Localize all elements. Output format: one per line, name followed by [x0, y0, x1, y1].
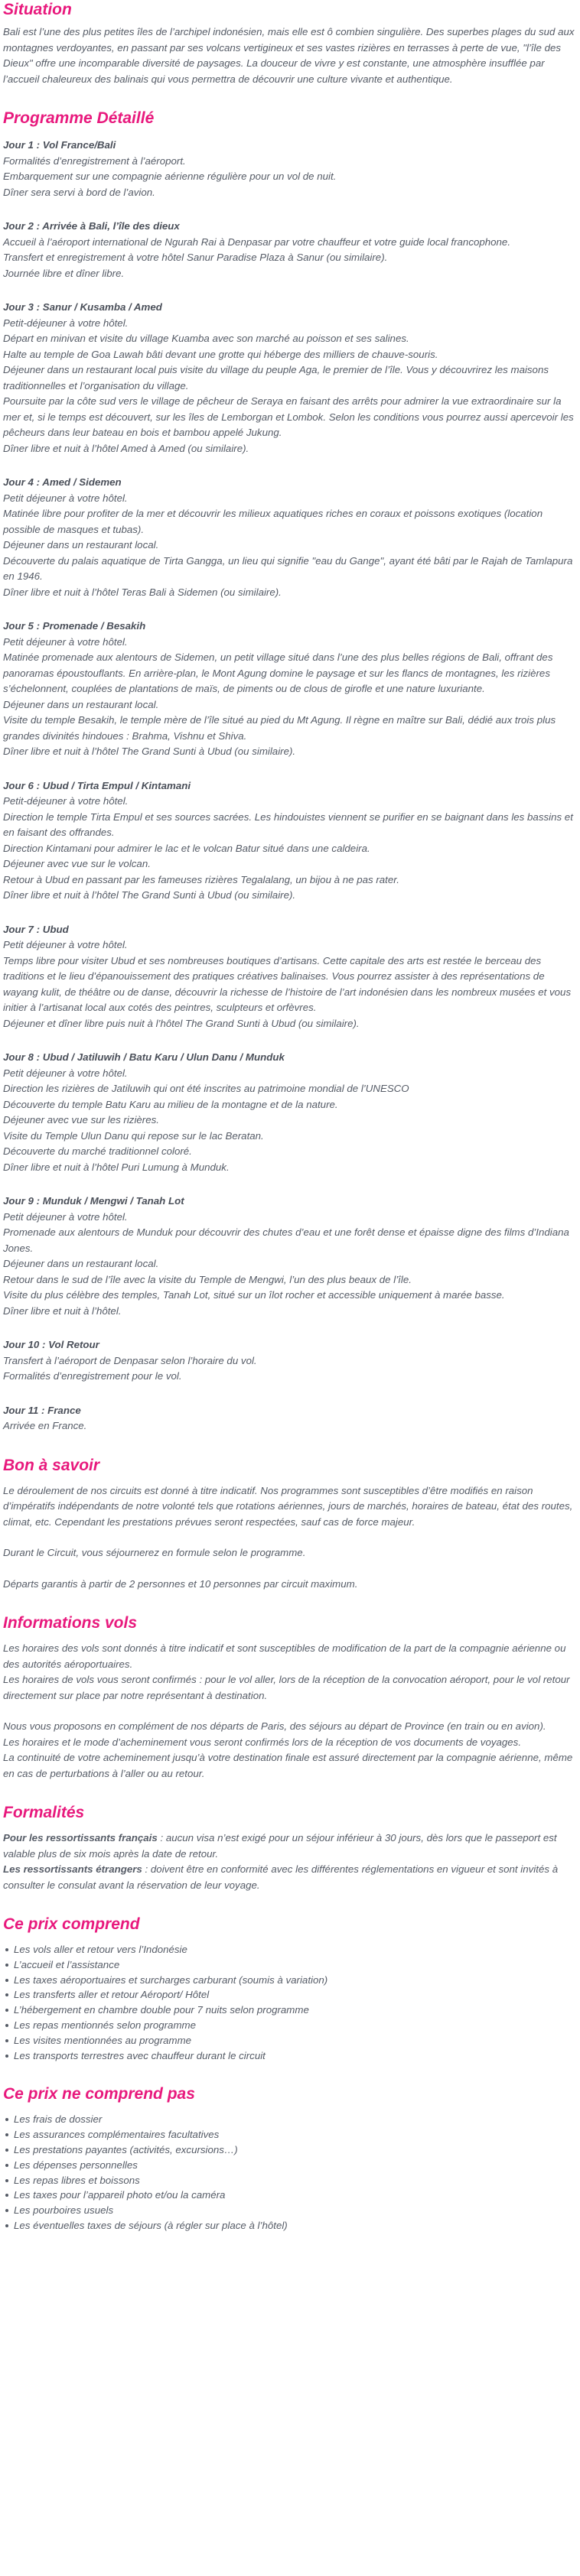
programme-day — [3, 619, 575, 760]
formalites-foreign — [3, 1862, 575, 1893]
list-item: Les vols aller et retour vers l’Indonésie — [3, 1942, 575, 1957]
day-title: Jour 1 : Vol France/Bali — [3, 139, 116, 151]
day-line: Petit déjeuner à votre hôtel. — [3, 939, 128, 950]
programme-day — [3, 778, 575, 904]
section-title-programme: Programme Détaillé — [3, 109, 155, 127]
section-title-informations-vols: Informations vols — [3, 1614, 138, 1632]
day-line: Matinée promenade aux alentours de Sidemen, un petit village situé dans l’une des plus belles régions de Bali, offrant des panoramas époustouflants. En arrière-plan, le Mont Agung domine le paysage et sur les flancs de montagnes, les rizières s’échelonnent, couplées de plantations de maïs, de piments ou de clous de girofle et une nature luxuriante. — [3, 651, 553, 694]
vols-text: La continuité de votre acheminement jusqu’à votre destination finale est assuré directement par la compagnie aérienne, même en cas de perturbations à l’aller ou au retour. — [3, 1752, 573, 1779]
day-line: Formalités d’enregistrement pour le vol. — [3, 1370, 182, 1382]
day-title: Jour 10 : Vol Retour — [3, 1339, 99, 1350]
list-item: Les repas libres et boissons — [3, 2173, 575, 2188]
section-programme — [3, 109, 575, 1434]
day-line: Accueil à l’aéroport international de Ngurah Rai à Denpasar par votre chauffeur et votre guide local francophone. — [3, 236, 511, 248]
day-line: Visite du plus célèbre des temples, Tanah Lot, situé sur un îlot rocher et accessible uniquement à marée basse. — [3, 1289, 505, 1301]
programme-day — [3, 1194, 575, 1319]
list-item: Les transferts aller et retour Aéroport/ Hôtel — [3, 1987, 575, 2003]
day-line: Petit-déjeuner à votre hôtel. — [3, 317, 129, 329]
programme-day — [3, 1337, 575, 1385]
day-line: Arrivée en France. — [3, 1420, 87, 1431]
day-line: Découverte du palais aquatique de Tirta Gangga, un lieu qui signifie "eau du Gange", ayant été bâti par le Rajah de Tamlapura en 1946. — [3, 554, 573, 582]
day-line: Petit-déjeuner à votre hôtel. — [3, 795, 129, 807]
programme-day — [3, 300, 575, 456]
day-line: Dîner libre et nuit à l’hôtel Amed à Amed (ou similaire). — [3, 442, 249, 454]
day-line: Petit déjeuner à votre hôtel. — [3, 492, 128, 504]
programme-day — [3, 1403, 575, 1434]
day-line: Transfert et enregistrement à votre hôtel Sanur Paradise Plaza à Sanur (ou similaire). — [3, 252, 388, 263]
day-line: Dîner libre et nuit à l’hôtel The Grand Sunti à Ubud (ou similaire). — [3, 889, 296, 901]
day-line: Retour dans le sud de l’île avec la visite du Temple de Mengwi, l’un des plus beaux de l’île. — [3, 1273, 412, 1285]
day-title: Jour 8 : Ubud / Jatiluwih / Batu Karu / Ulun Danu / Munduk — [3, 1051, 285, 1063]
day-title: Jour 9 : Munduk / Mengwi / Tanah Lot — [3, 1195, 184, 1207]
list-item: Les taxes aéroportuaires et surcharges carburant (soumis à variation) — [3, 1973, 575, 1988]
list-item: Les pourboires usuels — [3, 2203, 575, 2218]
section-title-bon-a-savoir: Bon à savoir — [3, 1456, 100, 1474]
day-line: Promenade aux alentours de Munduk pour découvrir des chutes d’eau et une forêt dense et épaisse digne des films d’Indiana Jones. — [3, 1226, 569, 1254]
section-situation — [3, 0, 575, 87]
day-line: Matinée libre pour profiter de la mer et découvrir les milieux aquatiques riches en coraux et poissons exotiques (location possible de masques et tubas). — [3, 508, 543, 535]
day-line: Embarquement sur une compagnie aérienne régulière pour un vol de nuit. — [3, 171, 337, 182]
day-line: Direction Kintamani pour admirer le lac et le volcan Batur situé dans une caldeira. — [3, 842, 370, 854]
list-item: Les taxes pour l’appareil photo et/ou la caméra — [3, 2188, 575, 2203]
day-title: Jour 4 : Amed / Sidemen — [3, 476, 122, 488]
formalites-french — [3, 1830, 575, 1862]
list-item: Les visites mentionnées au programme — [3, 2033, 575, 2048]
list-item: Les éventuelles taxes de séjours (à régler sur place à l’hôtel) — [3, 2218, 575, 2233]
included-list — [3, 1942, 575, 2063]
list-item: L’hébergement en chambre double pour 7 nuits selon programme — [3, 2003, 575, 2018]
excluded-list — [3, 2112, 575, 2233]
day-line: Déjeuner dans un restaurant local. — [3, 1258, 159, 1269]
section-bon-a-savoir — [3, 1456, 575, 1593]
section-prix-comprend — [3, 1915, 575, 2063]
day-line: Déjeuner avec vue sur le volcan. — [3, 858, 151, 869]
day-line: Dîner libre et nuit à l’hôtel Puri Lumung à Munduk. — [3, 1161, 230, 1173]
programme-day — [3, 219, 575, 281]
vols-text: Les horaires et le mode d’acheminement vous seront confirmés lors de la réception de vos documents de voyages. — [3, 1736, 522, 1748]
day-line: Déjeuner avec vue sur les rizières. — [3, 1114, 159, 1126]
list-item: Les assurances complémentaires facultatives — [3, 2127, 575, 2142]
list-item: Les prestations payantes (activités, excursions…) — [3, 2142, 575, 2158]
bon-a-savoir-paragraph: Durant le Circuit, vous séjournerez en formule selon le programme. — [3, 1547, 306, 1558]
day-line: Poursuite par la côte sud vers le village de pêcheur de Seraya en faisant des arrêts pour admirer la vue extraordinaire sur la mer et, si le temps est découvert, sur les îles de Lemborgan et Lombok. Selon les conditions vous pourrez aussi apercevoir les pêcheurs dans leur bateau en bois et bambou appelé Jukung. — [3, 395, 574, 438]
day-line: Déjeuner dans un restaurant local puis visite du village du peuple Aga, le premier de l’île. Vous y découvrirez les maisons traditionnelles et l’organisation du village. — [3, 364, 549, 391]
day-line: Formalités d’enregistrement à l’aéroport. — [3, 154, 186, 167]
day-line: Départ en minivan et visite du village Kuamba avec son marché au poisson et ses salines. — [3, 333, 409, 344]
section-formalites — [3, 1803, 575, 1893]
day-line: Découverte du marché traditionnel coloré. — [3, 1145, 192, 1157]
day-line: Journée libre et dîner libre. — [3, 267, 125, 279]
list-item: Les repas mentionnés selon programme — [3, 2018, 575, 2033]
section-title-prix-comprend: Ce prix comprend — [3, 1915, 140, 1933]
vols-text: Les horaires des vols sont donnés à titre indicatif et sont susceptibles de modification de la part de la compagnie aérienne ou des autorités aéroportuaires. — [3, 1642, 566, 1670]
formalites-french-text: : aucun visa n’est exigé pour un séjour inférieur à 30 jours, dès lors que le passeport est valable plus de six mois après la date de retour. — [3, 1832, 557, 1860]
day-title: Jour 3 : Sanur / Kusamba / Amed — [3, 301, 162, 313]
situation-text: Bali est l’une des plus petites îles de l’archipel indonésien, mais elle est ô combien singulière. Des superbes plages du sud aux montagnes verdoyantes, en passant par ses volcans vertigineux et ses vastes rizières en terrasses à perte de vue, "l’île des Dieux" offre une incomparable diversité de paysages. La douceur de vivre y est constante, une atmosphère insufflée par l’accueil chaleureux des balinais qui vous permettra de découvrir une culture vivante et authentique. — [3, 26, 575, 85]
section-title-formalites: Formalités — [3, 1804, 85, 1821]
day-line: Dîner libre et nuit à l’hôtel. — [3, 1304, 122, 1317]
section-prix-ne-comprend-pas — [3, 2084, 575, 2233]
day-title: Jour 11 : France — [3, 1404, 81, 1416]
programme-day — [3, 922, 575, 1032]
formalites-french-label: Pour les ressortissants français — [3, 1832, 158, 1843]
programme-day — [3, 475, 575, 600]
day-line: Petit déjeuner à votre hôtel. — [3, 1067, 128, 1079]
day-title: Jour 2 : Arrivée à Bali, l’île des dieux — [3, 220, 180, 232]
bon-a-savoir-paragraph: Départs garantis à partir de 2 personnes et 10 personnes par circuit maximum. — [3, 1577, 358, 1590]
day-line: Petit déjeuner à votre hôtel. — [3, 1210, 128, 1223]
day-line: Retour à Ubud en passant par les fameuses rizières Tegalalang, un bijou à ne pas rater. — [3, 873, 399, 885]
day-line: Déjeuner et dîner libre puis nuit à l’hôtel The Grand Sunti à Ubud (ou similaire). — [3, 1017, 360, 1029]
day-line: Temps libre pour visiter Ubud et ses nombreuses boutiques d’artisans. Cette capitale des arts est restée le berceau des traditions et le lieu d’épanouissement des pratiques créatives balinaises. Vous pourrez assister à des représentations de wayang kulit, de théâtre ou de danse, découvrir la richesse de l’histoire de l’art indonésien dans les nombreux musées et vous initier à l’artisanat local aux cotés des peintres, sculpteurs et orfèvres. — [3, 954, 572, 1013]
day-line: Visite du temple Besakih, le temple mère de l’île situé au pied du Mt Agung. Il règne en maître sur Bali, dédié aux trois plus grandes divinités hindoues : Brahma, Vishnu et Shiva. — [3, 714, 556, 742]
list-item: Les dépenses personnelles — [3, 2158, 575, 2173]
formalites-foreign-text: : doivent être en conformité avec les différentes réglementations en vigueur et sont invités à consulter le consulat avant la réservation de leur voyage. — [3, 1863, 559, 1891]
day-line: Visite du Temple Ulun Danu qui repose sur le lac Beratan. — [3, 1129, 264, 1142]
day-line: Dîner libre et nuit à l’hôtel The Grand Sunti à Ubud (ou similaire). — [3, 746, 296, 757]
day-line: Découverte du temple Batu Karu au milieu de la montagne et de la nature. — [3, 1098, 338, 1110]
day-title: Jour 7 : Ubud — [3, 923, 69, 935]
section-title-situation: Situation — [3, 1, 72, 18]
programme-days — [3, 138, 575, 1434]
vols-text: Nous vous proposons en complément de nos départs de Paris, des séjours au départ de Province (en train ou en avion). — [3, 1720, 546, 1732]
list-item: Les transports terrestres avec chauffeur durant le circuit — [3, 2048, 575, 2064]
day-line: Direction le temple Tirta Empul et ses sources sacrées. Les hindouistes viennent se purifier en se baignant dans les bassins et en faisant des offrandes. — [3, 810, 573, 838]
day-line: Direction les rizières de Jatiluwih qui ont été inscrites au patrimoine mondial de l’UNESCO — [3, 1083, 409, 1094]
day-line: Transfert à l’aéroport de Denpasar selon l’horaire du vol. — [3, 1354, 257, 1366]
day-line: Petit déjeuner à votre hôtel. — [3, 635, 128, 648]
programme-day — [3, 138, 575, 200]
day-title: Jour 6 : Ubud / Tirta Empul / Kintamani — [3, 779, 191, 791]
day-line: Dîner libre et nuit à l’hôtel Teras Bali à Sidemen (ou similaire). — [3, 586, 282, 598]
section-informations-vols — [3, 1613, 575, 1782]
bon-a-savoir-paragraph: Le déroulement de nos circuits est donné à titre indicatif. Nos programmes sont susceptibles d’être modifiés en raison d’impératifs indépendants de notre volonté tels que rotations aériennes, jours de marchés, horaires de bateau, état des routes, climat, etc. Cependant les prestations prévues seront respectées, sauf cas de force majeur. — [3, 1484, 573, 1528]
formalites-foreign-label: Les ressortissants étrangers — [3, 1863, 142, 1875]
day-line: Dîner sera servi à bord de l’avion. — [3, 186, 155, 198]
section-title-prix-ne-comprend-pas: Ce prix ne comprend pas — [3, 2085, 195, 2103]
day-title: Jour 5 : Promenade / Besakih — [3, 620, 146, 632]
day-line: Déjeuner dans un restaurant local. — [3, 698, 159, 710]
list-item: L’accueil et l’assistance — [3, 1957, 575, 1973]
list-item: Les frais de dossier — [3, 2112, 575, 2127]
programme-day — [3, 1050, 575, 1175]
day-line: Halte au temple de Goa Lawah bâti devant une grotte qui héberge des milliers de chauve-souris. — [3, 348, 438, 360]
vols-text: Les horaires de vols vous seront confirmés : pour le vol aller, lors de la réception de la convocation aéroport, pour le vol retour directement sur place par notre représentant à destination. — [3, 1674, 570, 1701]
day-line: Déjeuner dans un restaurant local. — [3, 539, 159, 551]
